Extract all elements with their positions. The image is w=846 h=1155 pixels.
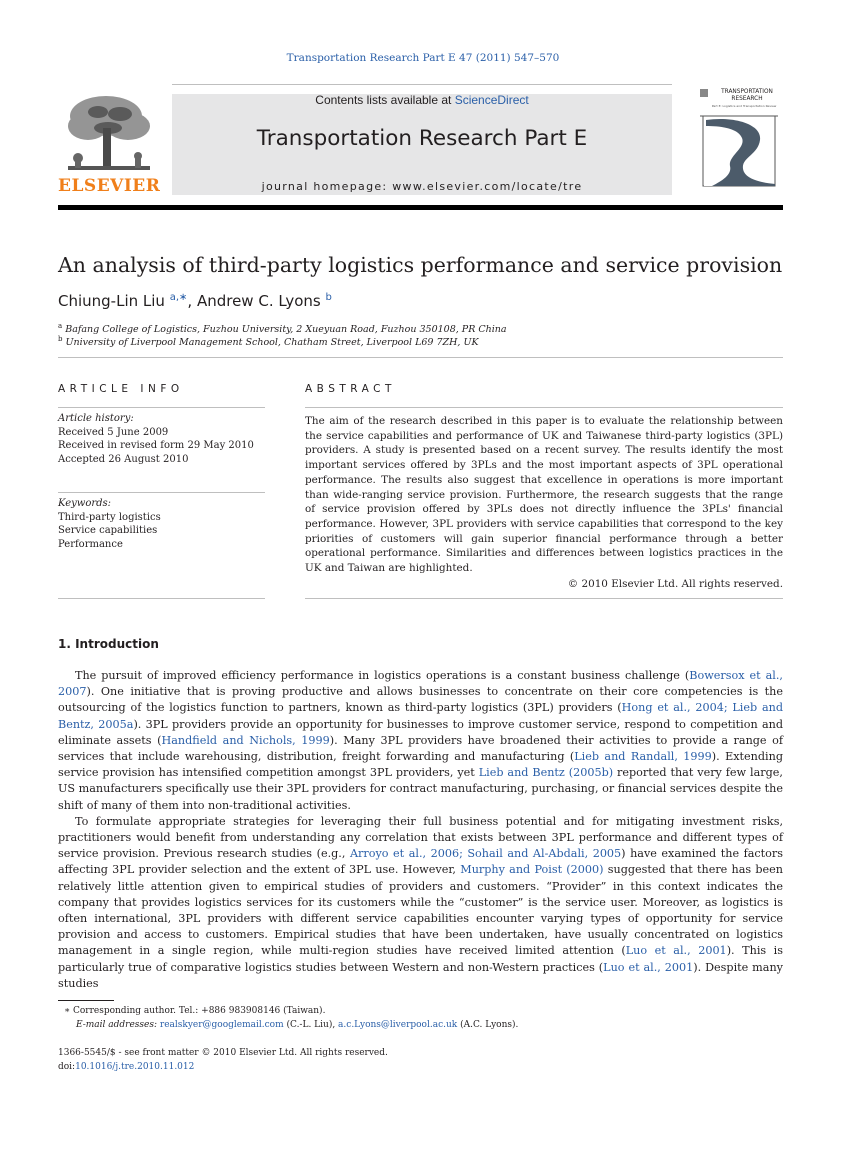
paragraph-text: suggested that there has been relatively little attention given to empirical studies of providers and customers. “Provider” in this context indicates the company that provides logistics services for its customers while the “customer” is the service user. Moreover, as logistics is often international, 3PL providers with different service capabilities encounter varying types of opportunity for service provision and access to customers. Empirical studies that have been undertaken, have usually concentrated on logistics management in a single region, while multi-region studies have received limited attention (	[58, 863, 783, 958]
author-separator: ,	[187, 292, 197, 310]
article-title: An analysis of third-party logistics performance and service provision	[58, 253, 783, 277]
journal-citation[interactable]: Transportation Research Part E 47 (2011) 547–570	[286, 52, 560, 64]
paragraph-text: ). Extending service provision has intensified competition amongst 3PL providers, yet	[58, 750, 783, 780]
paragraph-text: ). Despite many studies	[58, 960, 783, 990]
doi-line	[58, 1062, 194, 1072]
paragraph-text: ). One initiative that is proving productive and allows businesses to concentrate on their core competencies is the outsourcing of the logistics function to partners, known as third-party logistics (3PL) providers (	[58, 685, 783, 715]
doi-link[interactable]: 10.1016/j.tre.2010.11.012	[75, 1062, 195, 1072]
sciencedirect-link[interactable]: ScienceDirect	[454, 93, 529, 107]
revised-date: Received in revised form 29 May 2010	[58, 440, 254, 451]
author-2: Andrew C. Lyons	[196, 292, 321, 310]
email-2-name: (A.C. Lyons).	[457, 1020, 519, 1030]
author-line	[58, 292, 332, 310]
article-info-bottom-rule	[58, 598, 265, 599]
contents-line	[172, 93, 672, 107]
abstract-rule	[305, 407, 783, 408]
author-1: Chiung-Lin Liu	[58, 292, 165, 310]
keywords-label: Keywords:	[58, 498, 112, 509]
email-1-name: (C.-L. Liu),	[283, 1020, 339, 1030]
paragraph-text: reported that very few large, US manufacturers specifically use their 3PL providers for contract manufacturing, purchasing, or financial services despite the shift of many of them into non-traditional activities.	[58, 766, 783, 812]
received-date: Received 5 June 2009	[58, 426, 169, 438]
introduction-heading: 1. Introduction	[58, 637, 159, 651]
citation-link[interactable]: Hong et al., 2004; Lieb and Bentz, 2005a	[58, 701, 783, 731]
cover-subtitle: Part E: Logistics and Transportation Review	[711, 104, 777, 108]
affiliation-a	[58, 322, 507, 335]
affiliation-a-text: Bafang College of Logistics, Fuzhou University, 2 Xueyuan Road, Fuzhou 350108, PR China	[65, 324, 507, 336]
paragraph-text: The pursuit of improved efficiency performance in logistics operations is a constant business challenge (	[75, 669, 690, 682]
author-1-affiliation-marker[interactable]: a,∗	[169, 292, 188, 303]
journal-name: Transportation Research Part E	[256, 126, 588, 151]
intro-paragraph-2	[58, 814, 783, 992]
keywords-rule	[58, 492, 265, 493]
history-label: Article history:	[58, 413, 134, 424]
affiliation-b	[58, 335, 479, 348]
author-2-affiliation-marker[interactable]: b	[325, 292, 332, 303]
abstract-copyright: © 2010 Elsevier Ltd. All rights reserved.	[567, 578, 783, 590]
intro-paragraph-1	[58, 668, 783, 814]
footnote-rule	[58, 1000, 114, 1001]
elsevier-wordmark: ELSEVIER	[58, 176, 161, 196]
email-label: E-mail addresses:	[76, 1020, 160, 1030]
affiliation-a-marker: a	[58, 322, 63, 330]
keyword-item: Third-party logistics	[58, 511, 161, 523]
citation-link[interactable]: Luo et al., 2001	[603, 960, 694, 974]
abstract-text: The aim of the research described in this paper is to evaluate the relationship between the service capabilities and performance of UK and Taiwanese third-party logistics (3PL) providers. A study is presented based on a recent survey. The results identify the most important services offered by 3PLs and the most important aspects of 3PL operational performance. The results also suggest that excellence in operations is more important than wide-ranging service provision. Furthermore, the research suggests that the range of service provision offered by 3PLs does not directly influence the 3PLs' financial performance. However, 3PL providers with service capabilities that correspond to the key priorities of customers will gain superior financial performance through a better operational performance. Similarities and differences between logistics practices in the UK and Taiwan are highlighted.	[305, 415, 783, 575]
email-addresses	[76, 1020, 518, 1030]
issn-line: 1366-5545/$ - see front matter © 2010 Elsevier Ltd. All rights reserved.	[58, 1048, 388, 1058]
introduction-body	[58, 668, 783, 992]
article-info-rule	[58, 407, 265, 408]
doi-label: doi:	[58, 1062, 76, 1072]
corresponding-author-note: ∗ Corresponding author. Tel.: +886 983908146 (Taiwan).	[64, 1006, 326, 1016]
citation-link[interactable]: Lieb and Bentz (2005b)	[478, 766, 614, 780]
abstract-heading: ABSTRACT	[305, 383, 396, 395]
keyword-item: Service capabilities	[58, 525, 158, 536]
affiliation-b-marker: b	[58, 335, 63, 343]
citation-link[interactable]: Luo et al., 2001	[625, 944, 727, 958]
email-link-1[interactable]: realskyer@googlemail.com	[159, 1020, 284, 1030]
journal-homepage[interactable]: journal homepage: www.elsevier.com/locate/tre	[261, 180, 583, 193]
email-link-2[interactable]: a.c.Lyons@liverpool.ac.uk	[338, 1020, 458, 1030]
citation-link[interactable]: Murphy and Poist (2000)	[460, 863, 604, 877]
paragraph-text: ). This is particularly true of comparative logistics studies between Western and non-Western practices (	[58, 944, 783, 974]
paragraph-text: ). Many 3PL providers have broadened their activities to provide a range of services that include warehousing, distribution, freight forwarding and manufacturing (	[58, 733, 783, 764]
citation-link[interactable]: Handfield and Nichols, 1999	[161, 733, 330, 747]
paragraph-text: To formulate appropriate strategies for leveraging their full business potential and for mitigating investment risks, practitioners would benefit from understanding any correlation that exists between 3PL performance and different types of service provision. Previous research studies (e.g.,	[58, 814, 783, 861]
keyword-item: Performance	[58, 538, 123, 550]
contents-prefix: Contents lists available at	[315, 93, 455, 107]
citation-link[interactable]: Lieb and Randall, 1999	[574, 750, 712, 764]
cover-title: TRANSPORTATION RESEARCH	[721, 89, 773, 102]
paragraph-text: ) have examined the factors affecting 3PL provider selection and the extent of 3PL use. However,	[58, 847, 783, 877]
accepted-date: Accepted 26 August 2010	[58, 453, 189, 465]
paragraph-text: ). 3PL providers provide an opportunity for businesses to improve customer service, respond to competition and eliminate assets (	[58, 717, 783, 747]
article-info-heading: ARTICLE INFO	[58, 383, 184, 395]
affiliation-b-text: University of Liverpool Management School, Chatham Street, Liverpool L69 7ZH, UK	[65, 337, 479, 349]
article-history	[58, 412, 268, 466]
citation-link[interactable]: Bowersox et al., 2007	[58, 669, 783, 699]
abstract-bottom-rule	[305, 598, 783, 599]
keywords-block	[58, 497, 268, 551]
citation-link[interactable]: Arroyo et al., 2006; Sohail and Al-Abdali, 2005	[349, 847, 622, 861]
header-divider	[172, 84, 672, 85]
header-thick-rule	[58, 205, 783, 210]
affiliation-divider	[58, 357, 783, 358]
